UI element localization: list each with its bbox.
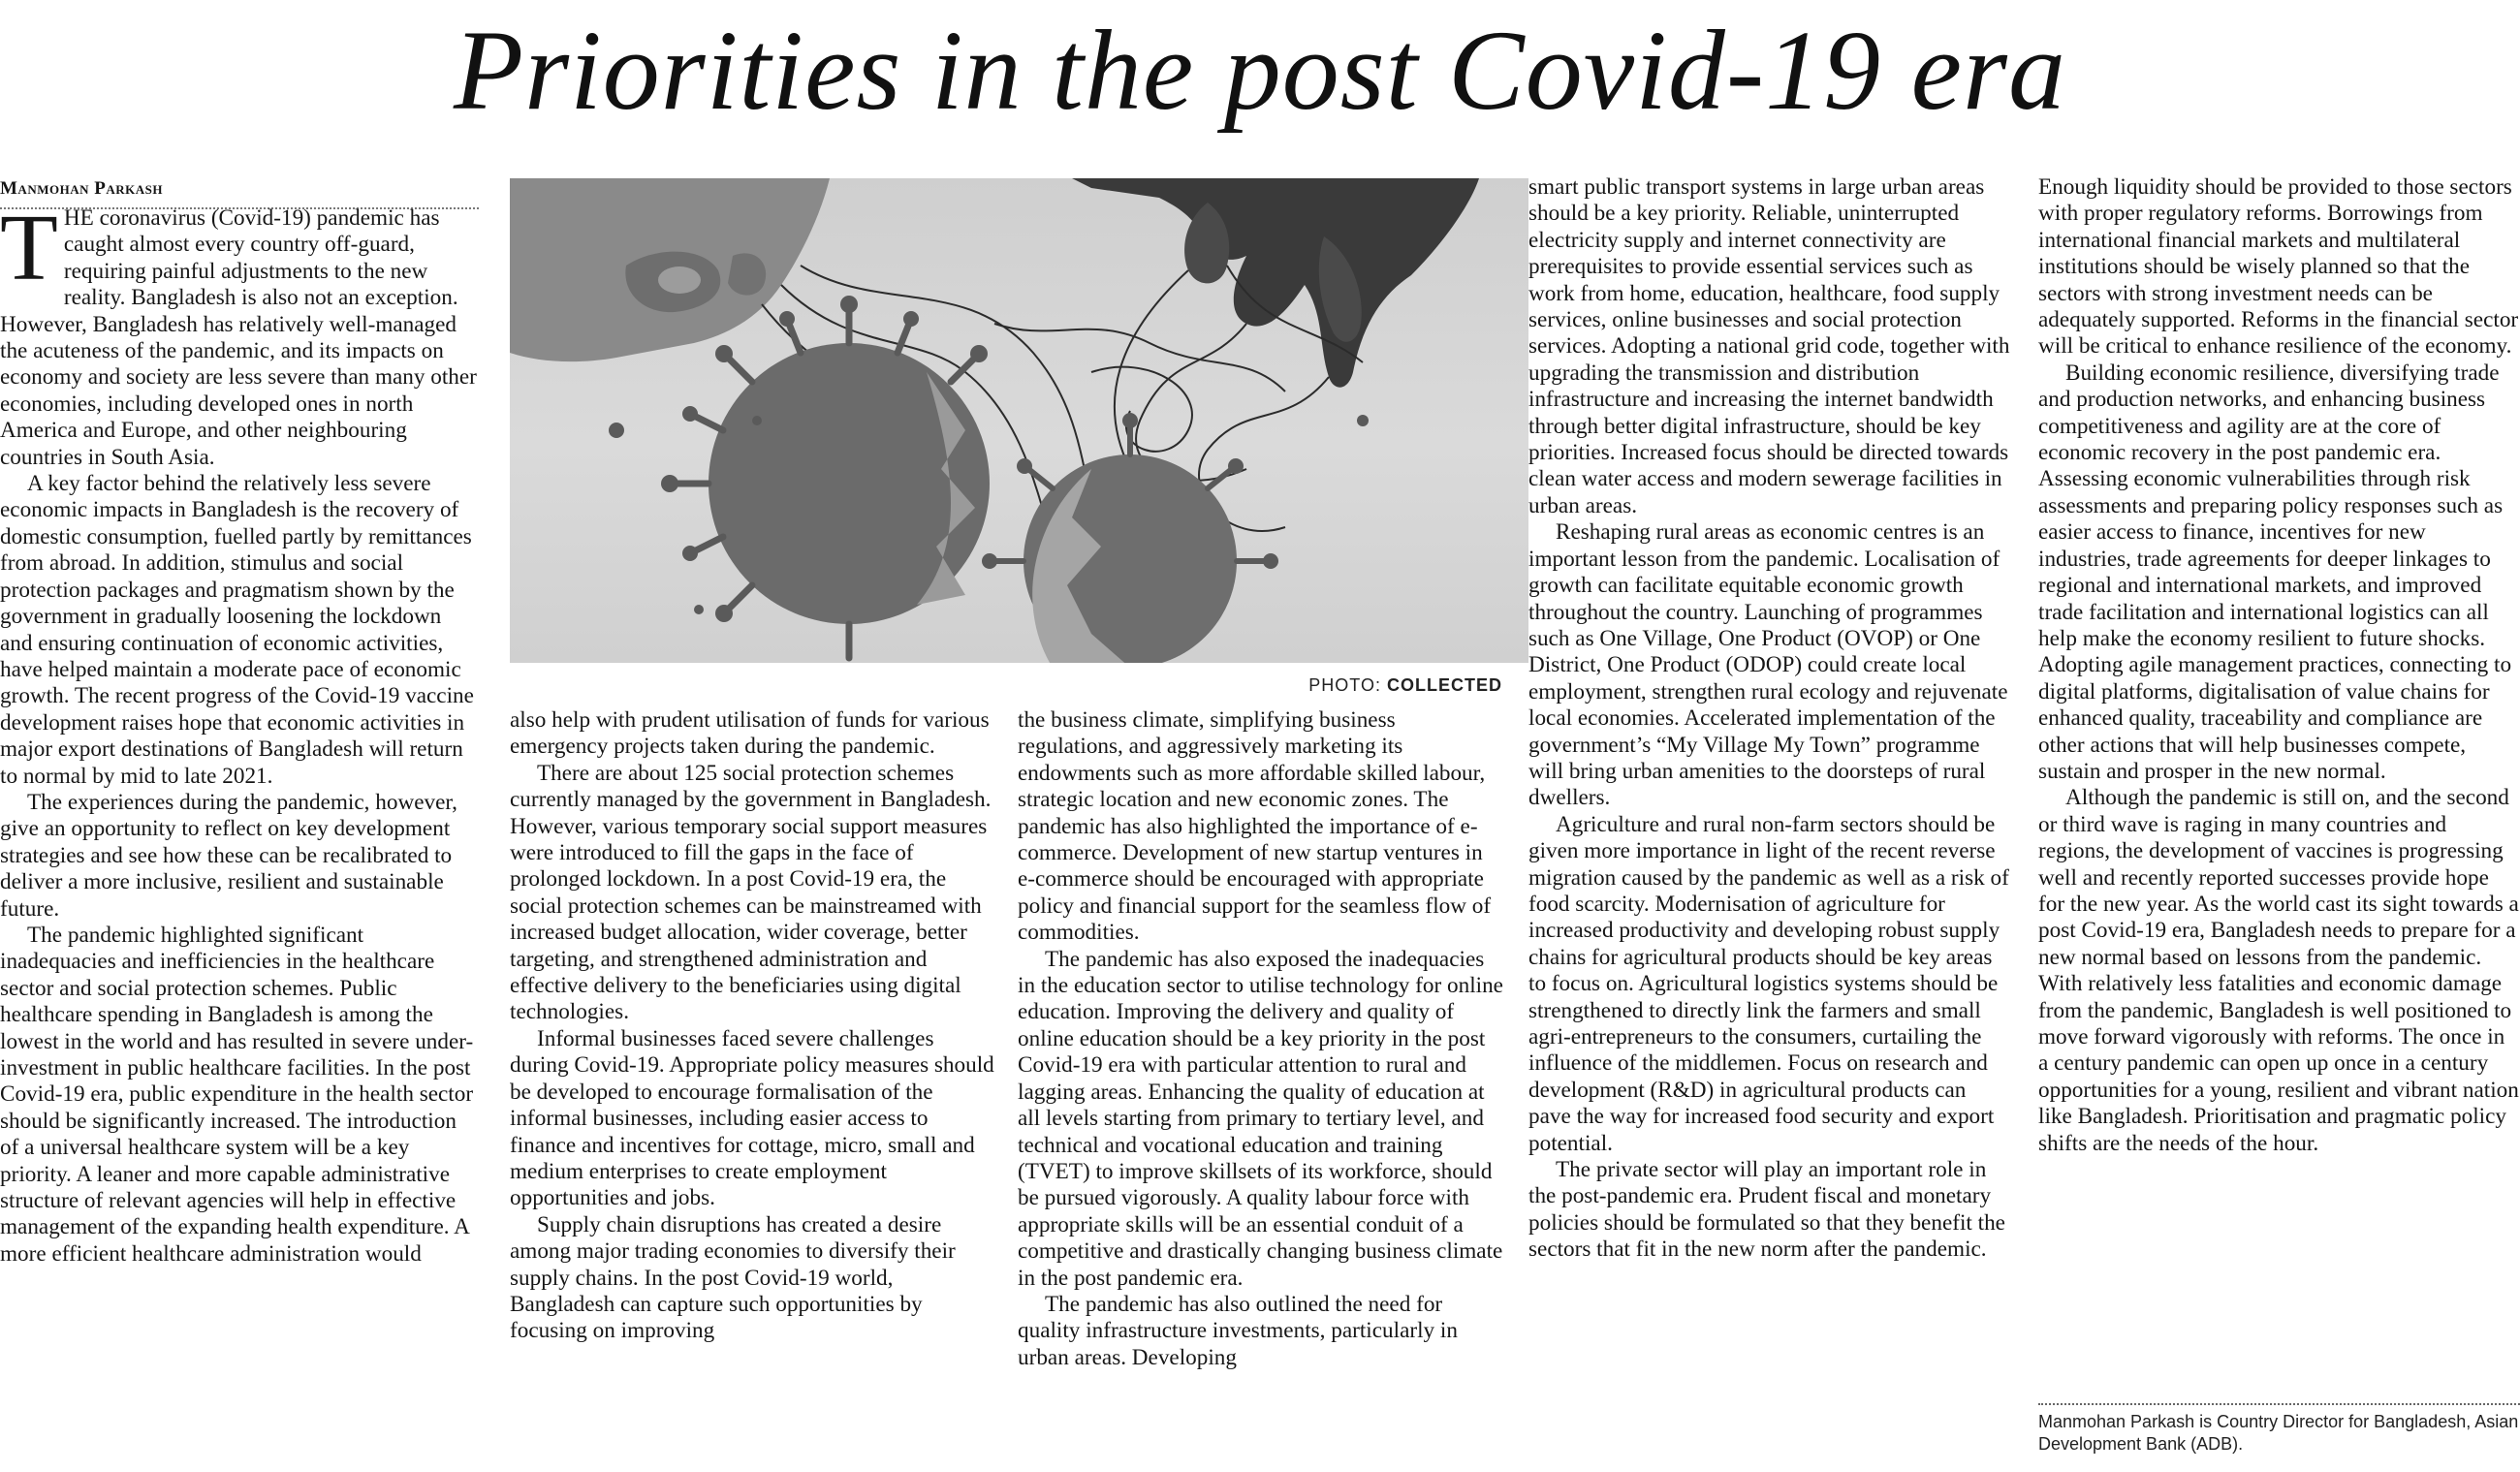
article-column-4 [1528, 174, 2011, 1264]
headline: Priorities in the post Covid-19 era [454, 7, 2066, 134]
paragraph: The private sector will play an important role in the post-pandemic era. Prudent fiscal and monetary policies should be formulated so that they benefit the sectors that fit in the new norm after the pandemic. [1528, 1157, 2005, 1263]
article-column-5 [2038, 174, 2520, 1157]
article-column-1 [0, 196, 479, 1268]
paragraph: Informal businesses faced severe challenges during Covid-19. Appropriate policy measures should be developed to encourage formalisation of the informal businesses, including easier access to finance and incentives for cottage, micro, small and medium enterprises to create employment opportunities and jobs. [510, 1025, 994, 1211]
photo-credit: PHOTO: COLLECTED [1308, 675, 1502, 695]
paragraph: the business climate, simplifying business regulations, and aggressively marketing its endowments such as more affordable skilled labour, strategic location and new economic zones. The pandemic has also highlighted the importance of e-commerce. Development of new startup ventures in e-commerce should be encouraged with appropriate policy and financial support for the seamless flow of commodities. [1018, 707, 1492, 946]
virus-large [661, 296, 990, 658]
bio-divider [2038, 1403, 2520, 1405]
left-thumbnail [658, 266, 701, 294]
article-column-3 [1018, 707, 1504, 1371]
paragraph: Agriculture and rural non-farm sectors should be given more importance in light of the recent reverse migration caused by the pandemic as well as a risk of food scarcity. Modernisation of agriculture for increased productivity and developing robust supply chains for agricultural products should be key areas to focus on. Agricultural logistics systems should be strengthened to directly link the farmers and small agri-entrepreneurs to the consumers, curtailing the influence of the middlemen. Focus on research and development (R&D) in agricultural products can pave the way for increased food security and export potential. [1528, 811, 2009, 1156]
paragraph: Although the pandemic is still on, and the second or third wave is raging in many countries and regions, the development of vaccines is progressing well and recently reported successes provide hope for the new year. As the world cast its sight towards a post Covid-19 era, Bangladesh needs to prepare for a new normal based on lessons from the pandemic. With relatively less fatalities and economic damage from the pandemic, Bangladesh is well positioned to move forward vigorously with reforms. The once in a century pandemic can open up once in a century opportunities for a young, resilient and vibrant nation like Bangladesh. Prioritisation and pragmatic policy shifts are the needs of the hour. [2038, 785, 2519, 1156]
paragraph: Supply chain disruptions has created a desire among major trading economies to diversify their supply chains. In the post Covid-19 world, Bangladesh can capture such opportunities by focusing on improving [510, 1211, 956, 1344]
article-column-2 [510, 707, 994, 1345]
drop-cap: T [0, 196, 58, 300]
paragraph: The pandemic has also outlined the need for quality infrastructure investments, particularly in urban areas. Developing [1018, 1291, 1458, 1370]
paragraph: smart public transport systems in large urban areas should be a key priority. Reliable, uninterrupted electricity supply and internet connectivity are prerequisites to provide essential services such as work from home, education, healthcare, food supply services, online businesses and social protection services. Adopting a national grid code, together with upgrading the transmission and distribution infrastructure and increasing the internet bandwidth through better digital infrastructure, should be key priorities. Increased focus should be directed towards clean water access and modern sewerage facilities in urban areas. [1528, 174, 2010, 518]
paragraph: The pandemic has also exposed the inadequacies in the education sector to utilise technology for online education. Improving the delivery and quality of online education should be a key priority in the post Covid-19 era with particular attention to rural and lagging areas. Enhancing the quality of education at all levels starting from primary to tertiary level, and technical and vocational education and training (TVET) to improve skillsets of its workforce, should be pursued vigorously. A quality labour force with appropriate skills will be an essential conduit of a competitive and drastically changing business climate in the post pandemic era. [1018, 946, 1503, 1291]
article-illustration [510, 178, 1528, 663]
virus-hands-illustration [510, 178, 1528, 663]
paragraph: There are about 125 social protection schemes currently managed by the government in Bangladesh. However, various temporary social support measures were introduced to fill the gaps in the face of prolonged lockdown. In a post Covid-19 era, the social protection schemes can be mainstreamed with increased budget allocation, wider coverage, better targeting, and strengthened administration and effective delivery to the beneficiaries using digital technologies. [510, 760, 992, 1025]
author-bio: Manmohan Parkash is Country Director for Bangladesh, Asian Development Bank (ADB). [2038, 1412, 2519, 1454]
paragraph: also help with prudent utilisation of funds for various emergency projects taken during the pandemic. [510, 707, 990, 760]
byline: Manmohan Parkash [0, 178, 479, 209]
paragraph: THE coronavirus (Covid-19) pandemic has caught almost every country off-guard, requiring painful adjustments to the new reality. Bangladesh is also not an exception. However, Bangladesh has relatively well-managed the acuteness of the pandemic, and its impacts on economy and society are less severe than many other economies, including developed ones in north America and Europe, and other neighbouring countries in South Asia. [0, 196, 477, 470]
paragraph: Building economic resilience, diversifying trade and production networks, and enhancing business competitiveness and agility are at the core of economic recovery in the post pandemic era. Assessing economic vulnerabilities through risk assessments and preparing policy responses such as easier access to finance, incentives for new industries, trade agreements for deeper linkages to regional and international markets, and improved trade facilitation and international logistics can all help make the economy resilient to future shocks. Adopting agile management practices, connecting to digital platforms, digitalisation of value chains for enhanced quality, traceability and compliance are other actions that will help businesses compete, sustain and prosper in the new normal. [2038, 360, 2512, 784]
paragraph: Enough liquidity should be provided to those sectors with proper regulatory reforms. Borrowings from international financial markets and multilateral institutions should be wisely planned so that the sectors with strong investment needs can be adequately supported. Reforms in the financial sector will be critical to enhance resilience of the economy. [2038, 174, 2519, 360]
right-hand [1072, 178, 1479, 388]
virus-small [982, 413, 1278, 663]
paragraph: A key factor behind the relatively less severe economic impacts in Bangladesh is the recovery of domestic consumption, fuelled partly by remittances from abroad. In addition, stimulus and social protection packages and pragmatism shown by the government in gradually loosening the lockdown and ensuring continuation of economic activities, have helped maintain a moderate pace of economic growth. The recent progress of the Covid-19 vaccine development raises hope that economic activities in major export destinations of Bangladesh will return to normal by mid to late 2021. [0, 471, 474, 789]
left-finger [728, 253, 766, 295]
paragraph: The pandemic highlighted significant inadequacies and inefficiencies in the healthcare sector and social protection schemes. Public healthcare spending in Bangladesh is among the lowest in the world and has resulted in severe under-investment in public healthcare facilities. In the post Covid-19 era, public expenditure in the health sector should be significantly increased. The introduction of a universal healthcare system will be a key priority. A leaner and more capable administrative structure of relevant agencies will help in effective management of the expanding health expenditure. A more efficient healthcare administration would [0, 922, 474, 1267]
paragraph: Reshaping rural areas as economic centres is an important lesson from the pandemic. Localisation of growth can facilitate equitable economic growth throughout the country. Launching of programmes such as One Village, One Product (OVOP) or One District, One Product (ODOP) could create local employment, strengthen rural ecology and rejuvenate local economies. Accelerated implementation of the government’s “My Village My Town” programme will bring urban amenities to the doorsteps of rural dwellers. [1528, 519, 2008, 811]
paragraph: The experiences during the pandemic, however, give an opportunity to reflect on key development strategies and see how these can be recalibrated to deliver a more inclusive, resilient and sustainable future. [0, 789, 457, 922]
